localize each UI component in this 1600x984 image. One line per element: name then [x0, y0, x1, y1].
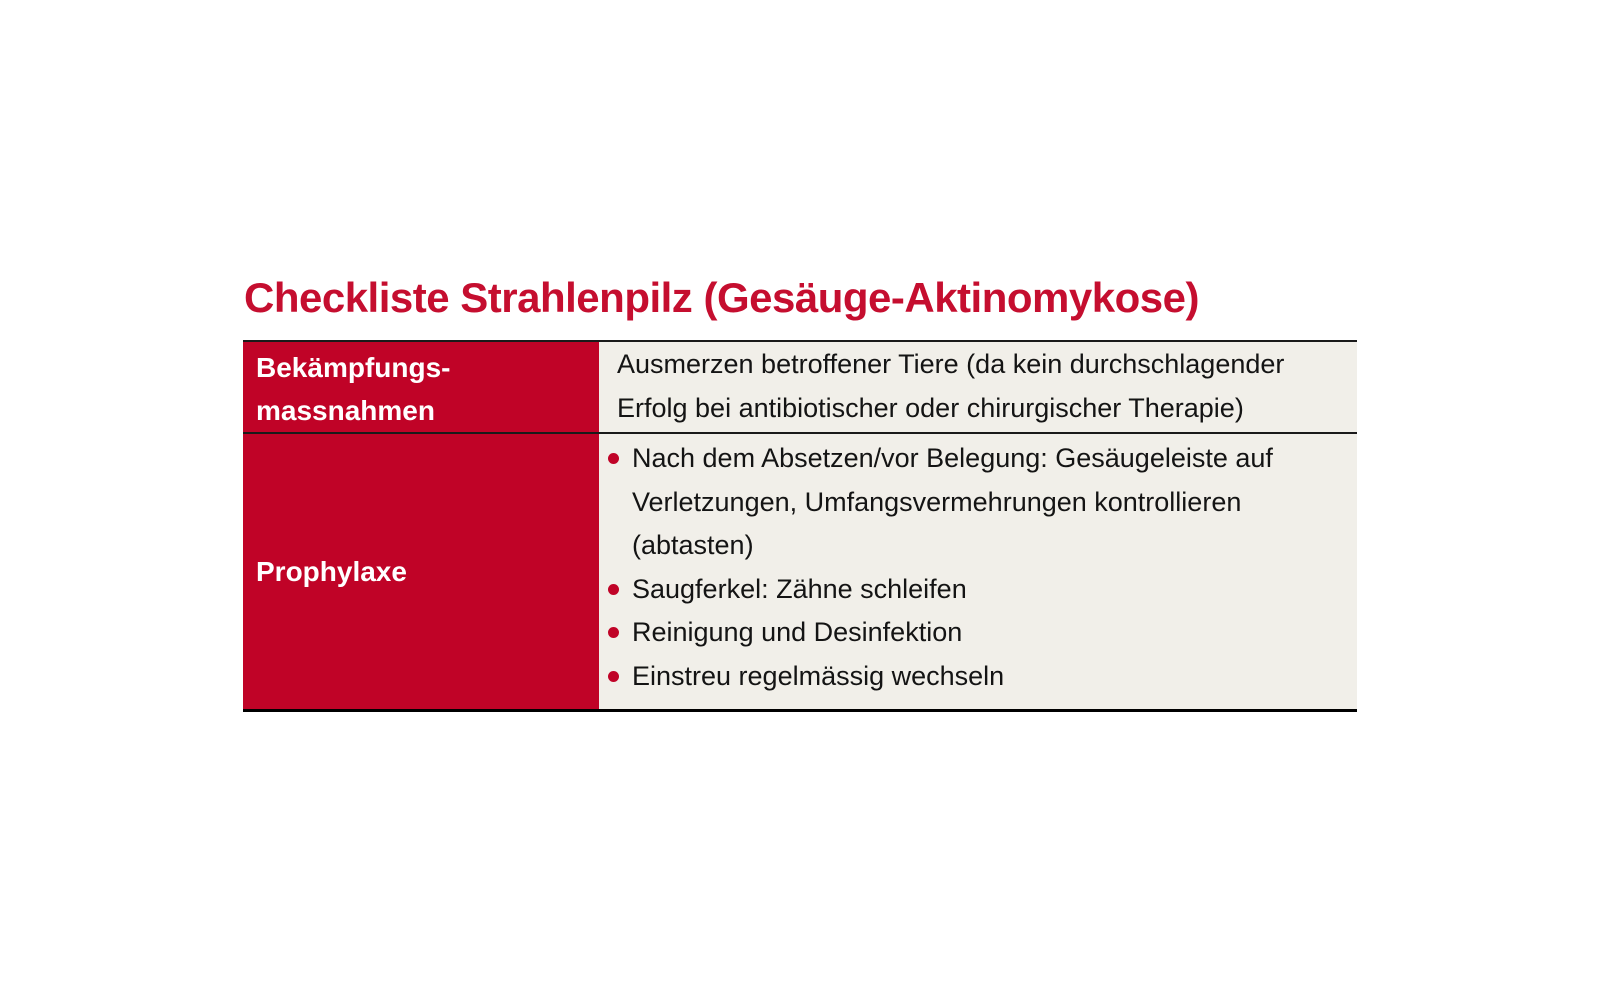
list-item-text: Saugferkel: Zähne schleifen: [632, 573, 967, 604]
list-item: [608, 437, 1345, 568]
bullet-icon: [608, 584, 619, 595]
row-content-prophylaxe: [599, 434, 1357, 709]
list-item: [608, 611, 1345, 655]
row-header-line-2: massnahmen: [256, 395, 435, 426]
checklist-table: [243, 340, 1357, 712]
bullet-icon: [608, 453, 619, 464]
list-item: [608, 568, 1345, 612]
row-content-text: Ausmerzen betroffener Tiere (da kein durchschlagender Erfolg bei antibiotischer oder chirurgischer Therapie): [617, 349, 1285, 423]
bullet-icon: [608, 671, 619, 682]
row-header-line-1: Bekämpfungs-: [256, 352, 451, 383]
list-item-text: Nach dem Absetzen/vor Belegung: Gesäugeleiste auf Verletzungen, Umfangsvermehrungen kontrollieren (abtasten): [632, 443, 1273, 560]
row-header-line-1: Prophylaxe: [256, 556, 407, 587]
table-row-prophylaxe: [243, 434, 1357, 709]
table-row-bekaempfungsmassnahmen: [243, 342, 1357, 434]
list-item-text: Einstreu regelmässig wechseln: [632, 660, 1005, 691]
list-item-text: Reinigung und Desinfektion: [632, 617, 963, 647]
row-content-bekaempfungsmassnahmen: [599, 342, 1357, 432]
list-item: [608, 655, 1345, 699]
page-title: Checkliste Strahlenpilz (Gesäuge-Aktinomykose): [244, 274, 1199, 321]
bullet-icon: [608, 627, 619, 638]
row-header-bekaempfungsmassnahmen: [243, 342, 599, 432]
row-header-prophylaxe: [243, 434, 599, 709]
